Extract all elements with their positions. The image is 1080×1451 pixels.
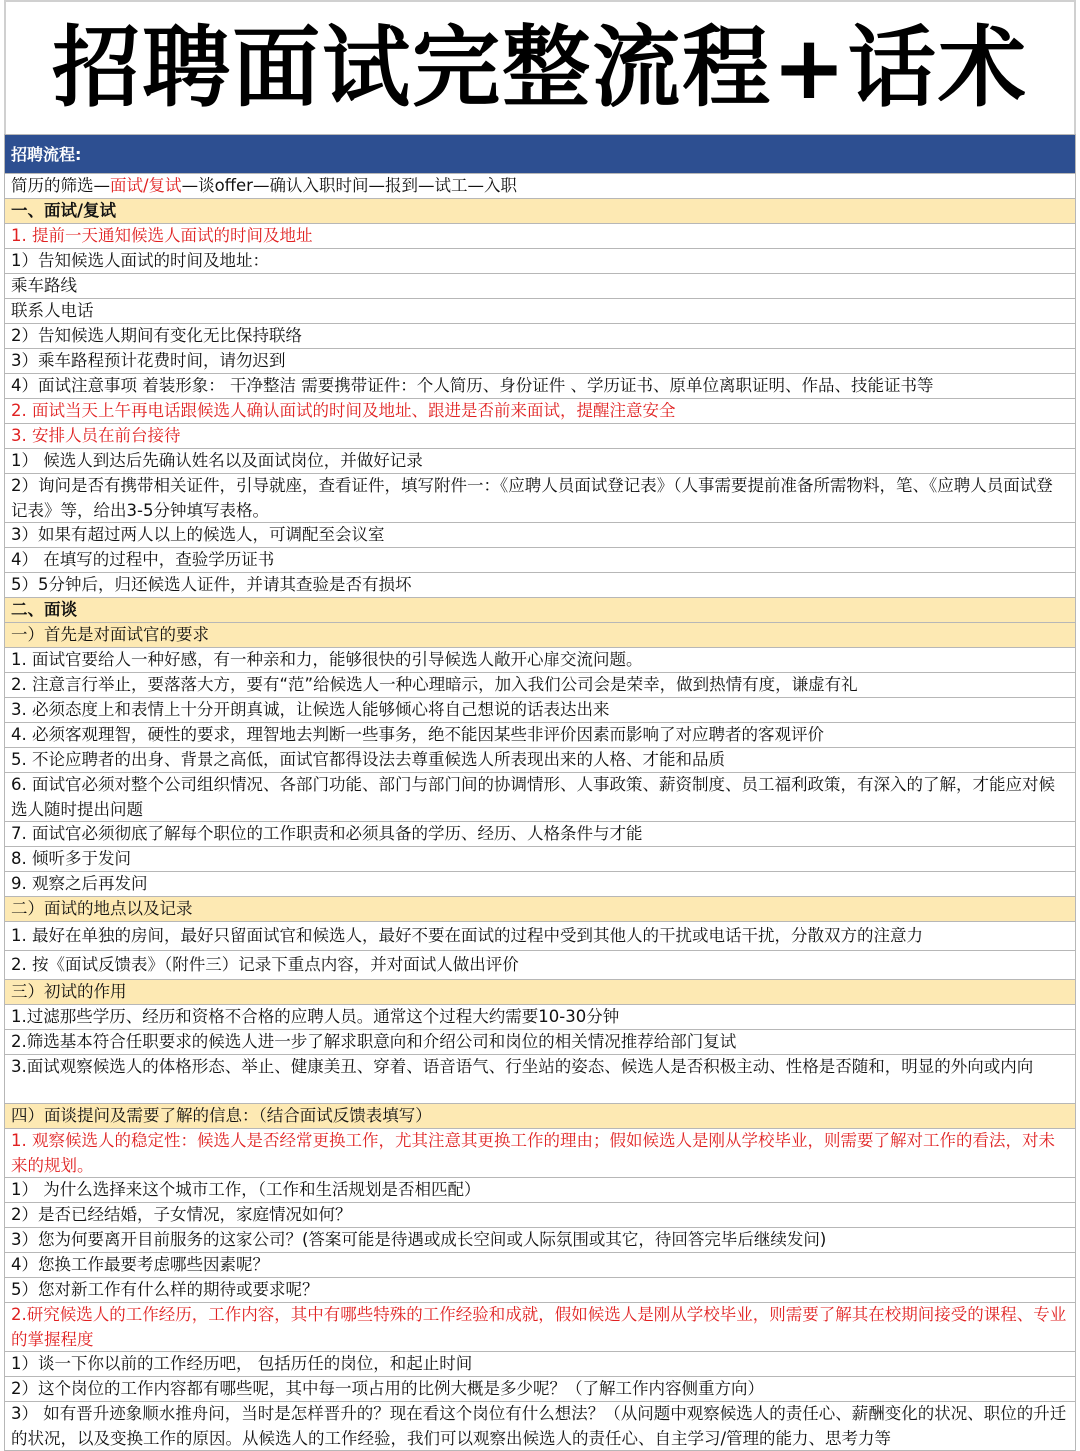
flow-part3: —谈offer—确认入职时间—报到—试工—入职: [181, 176, 517, 195]
list-item: 5. 不论应聘者的出身、背景之高低，面试官都得设法去尊重候选人所表现出来的人格、才能和品质: [4, 748, 1076, 773]
list-item: 联系人电话: [4, 299, 1076, 324]
page-title: 招聘面试完整流程+话术: [52, 16, 1028, 119]
list-item: 3. 必须态度上和表情上十分开朗真诚，让候选人能够倾心将自己想说的话表达出来: [4, 698, 1076, 723]
list-item: 3） 如有晋升迹象顺水推舟问，当时是怎样晋升的？现在看这个岗位有什么想法？（从问题中观察候选人的责任心、薪酬变化的状况、职位的升迁的状况，以及变换工作的原因。从候选人的工作经验，我们可以观察出候选人的责任心、自主学习/管理的能力、思考力等: [4, 1402, 1076, 1451]
list-item: 1. 面试官要给人一种好感，有一种亲和力，能够很快的引导候选人敞开心扉交流问题。: [4, 648, 1076, 673]
step-title: 2.研究候选人的工作经历，工作内容，其中有哪些特殊的工作经验和成就，假如候选人是刚从学校毕业，则需要了解其在校期间接受的课程、专业的掌握程度: [4, 1303, 1076, 1352]
section-title: 一、面试/复试: [4, 199, 1076, 224]
list-item: 1.过滤那些学历、经历和资格不合格的应聘人员。通常这个过程大约需要10-30分钟: [4, 1005, 1076, 1030]
list-item: 2. 注意言行举止，要落落大方，要有“范”给候选人一种心理暗示，加入我们公司会是荣幸，做到热情有度，谦虚有礼: [4, 673, 1076, 698]
list-item: 3）您为何要离开目前服务的这家公司？(答案可能是待遇或成长空间或人际氛围或其它，待回答完毕后继续发问): [4, 1228, 1076, 1253]
subsection-title: 二）面试的地点以及记录: [4, 897, 1076, 922]
list-item: 2）告知候选人期间有变化无比保持联络: [4, 324, 1076, 349]
list-item: 1. 最好在单独的房间，最好只留面试官和候选人，最好不要在面试的过程中受到其他人的干扰或电话干扰，分散双方的注意力: [4, 922, 1076, 951]
list-item: 1） 候选人到达后先确认姓名以及面试岗位，并做好记录: [4, 449, 1076, 474]
list-item: 2.筛选基本符合任职要求的候选人进一步了解求职意向和介绍公司和岗位的相关情况推荐给部门复试: [4, 1030, 1076, 1055]
subsection-title: 一）首先是对面试官的要求: [4, 623, 1076, 648]
list-item: 6. 面试官必须对整个公司组织情况、各部门功能、部门与部门间的协调情形、人事政策、薪资制度、员工福利政策，有深入的了解，才能应对候选人随时提出问题: [4, 773, 1076, 822]
subsection-title: 四）面谈提问及需要了解的信息：（结合面试反馈表填写）: [4, 1104, 1076, 1129]
list-item: 9. 观察之后再发问: [4, 872, 1076, 897]
list-item: 4. 必须客观理智，硬性的要求，理智地去判断一些事务，绝不能因某些非评价因素而影响了对应聘者的客观评价: [4, 723, 1076, 748]
flow-part2: 面试/复试: [110, 176, 182, 195]
list-item: 4） 在填写的过程中，查验学历证书: [4, 548, 1076, 573]
list-item: 4）您换工作最要考虑哪些因素呢？: [4, 1253, 1076, 1278]
list-item: 5）您对新工作有什么样的期待或要求呢？: [4, 1278, 1076, 1303]
list-item: 3）乘车路程预计花费时间，请勿迟到: [4, 349, 1076, 374]
list-item: 7. 面试官必须彻底了解每个职位的工作职责和必须具备的学历、经历、人格条件与才能: [4, 822, 1076, 847]
step-title: 2. 面试当天上午再电话跟候选人确认面试的时间及地址、跟进是否前来面试，提醒注意安全: [4, 399, 1076, 424]
title-banner: [4, 0, 1076, 134]
list-item: 2）这个岗位的工作内容都有哪些呢，其中每一项占用的比例大概是多少呢？（了解工作内容侧重方向）: [4, 1377, 1076, 1402]
list-item: 2）询问是否有携带相关证件，引导就座，查看证件，填写附件一：《应聘人员面试登记表》（人事需要提前准备所需物料，笔、《应聘人员面试登记表》等，给出3-5分钟填写表格。: [4, 474, 1076, 523]
step-title: 3. 安排人员在前台接待: [4, 424, 1076, 449]
list-item: 2. 按《面试反馈表》（附件三）记录下重点内容，并对面试人做出评价: [4, 951, 1076, 980]
flow-row: [4, 174, 1076, 199]
list-item: 3）如果有超过两人以上的候选人，可调配至会议室: [4, 523, 1076, 548]
spreadsheet: [4, 134, 1076, 1451]
step-title: 1. 观察候选人的稳定性：候选人是否经常更换工作，尤其注意其更换工作的理由；假如候选人是刚从学校毕业，则需要了解对工作的看法，对未来的规划。: [4, 1129, 1076, 1178]
list-item: 5）5分钟后，归还候选人证件，并请其查验是否有损坏: [4, 573, 1076, 598]
list-item: 2）是否已经结婚，子女情况，家庭情况如何？: [4, 1203, 1076, 1228]
list-item: 1）告知候选人面试的时间及地址：: [4, 249, 1076, 274]
step-title: 1. 提前一天通知候选人面试的时间及地址: [4, 224, 1076, 249]
list-item: 乘车路线: [4, 274, 1076, 299]
list-item: 1）谈一下你以前的工作经历吧， 包括历任的岗位，和起止时间: [4, 1352, 1076, 1377]
list-item: 1） 为什么选择来这个城市工作，（工作和生活规划是否相匹配）: [4, 1178, 1076, 1203]
list-item: 3.面试观察候选人的体格形态、举止、健康美丑、穿着、语音语气、行坐站的姿态、候选人是否积极主动、性格是否随和，明显的外向或内向: [4, 1055, 1076, 1104]
subsection-title: 三）初试的作用: [4, 980, 1076, 1005]
flow-part1: 简历的筛选—: [11, 176, 110, 195]
section-header: 招聘流程:: [4, 134, 1076, 174]
list-item: 8. 倾听多于发问: [4, 847, 1076, 872]
list-item: 4）面试注意事项 着装形象： 干净整洁 需要携带证件：个人简历、身份证件 、学历证书、原单位离职证明、作品、技能证书等: [4, 374, 1076, 399]
section-title: 二、面谈: [4, 598, 1076, 623]
